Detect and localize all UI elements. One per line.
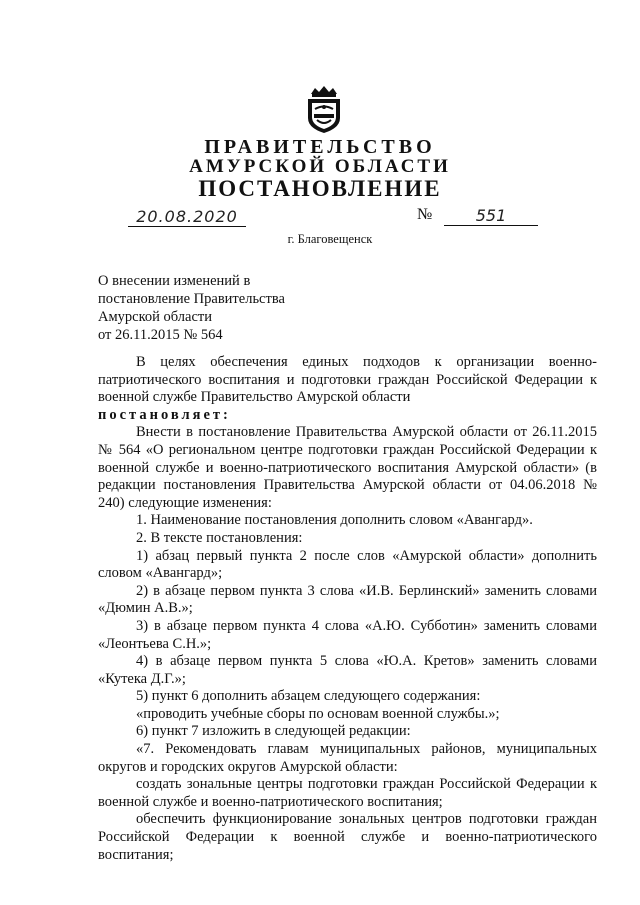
- body-paragraph: 6) пункт 7 изложить в следующей редакции:: [136, 723, 411, 740]
- body-paragraph: Внести в постановление Правительства Амурской области от 26.11.2015 № 564 «О региональном центре подготовки граждан Российской Федерации к военной службе и военно-патриотического воспитания Амурской области» (в редакции постановления Правительства Амурской области от 04.06.2018 № 240) следующие изменения:: [98, 424, 597, 511]
- body-paragraph: 1. Наименование постановления дополнить словом «Авангард».: [136, 512, 533, 529]
- document-date: 20.08.2020: [128, 208, 246, 227]
- preamble-paragraph: В целях обеспечения единых подходов к организации военно-патриотического воспитания и подготовки граждан Российской Федерации к военной службе Правительство Амурской области: [98, 354, 597, 406]
- body-paragraph: «проводить учебные сборы по основам военной службы.»;: [136, 705, 500, 722]
- subject-line: постановление Правительства: [98, 291, 285, 307]
- body-paragraph: 3) в абзаце первом пункта 4 слова «А.Ю. Субботин» заменить словами «Леонтьева С.Н.»;: [98, 617, 597, 652]
- body-paragraph: 4) в абзаце первом пункта 5 слова «Ю.А. Кретов» заменить словами «Кутека Д.Г.»;: [98, 653, 597, 687]
- document-number: 551: [444, 207, 538, 226]
- body-paragraph: «7. Рекомендовать главам муниципальных районов, муниципальных округов и городских округов Амурской области:: [98, 741, 597, 775]
- body-paragraph: 5) пункт 6 дополнить абзацем следующего содержания:: [136, 688, 481, 705]
- city-label: г. Благовещенск: [287, 232, 373, 246]
- document-body: [98, 354, 597, 864]
- number-sign: №: [417, 206, 433, 223]
- subject-line: О внесении изменений в: [98, 273, 251, 289]
- subject-line: Амурской области: [98, 309, 212, 325]
- body-paragraph: обеспечить функционирование зональных центров подготовки граждан Российской Федерации к военной службе и военно-патриотического воспитания;: [98, 811, 597, 863]
- body-paragraph: 2) в абзаце первом пункта 3 слова «И.В. Берлинский» заменить словами «Дюмин А.В.»;: [98, 582, 597, 617]
- resolves-word: постановляет:: [98, 406, 231, 423]
- body-paragraph: 2. В тексте постановления:: [136, 529, 303, 546]
- body-paragraph: создать зональные центры подготовки граждан Российской Федерации к военной службе и военно-патриотического воспитания;: [98, 776, 597, 810]
- government-title: ПРАВИТЕЛЬСТВО: [204, 136, 436, 158]
- subject-line: от 26.11.2015 № 564: [98, 327, 223, 343]
- document-type-title: ПОСТАНОВЛЕНИЕ: [198, 176, 442, 201]
- body-paragraph: 1) абзац первый пункта 2 после слов «Амурской области» дополнить словом «Авангард»;: [98, 547, 597, 582]
- coat-of-arms-icon: [303, 84, 345, 134]
- subject-block: [98, 272, 285, 344]
- region-title: АМУРСКОЙ ОБЛАСТИ: [189, 156, 451, 177]
